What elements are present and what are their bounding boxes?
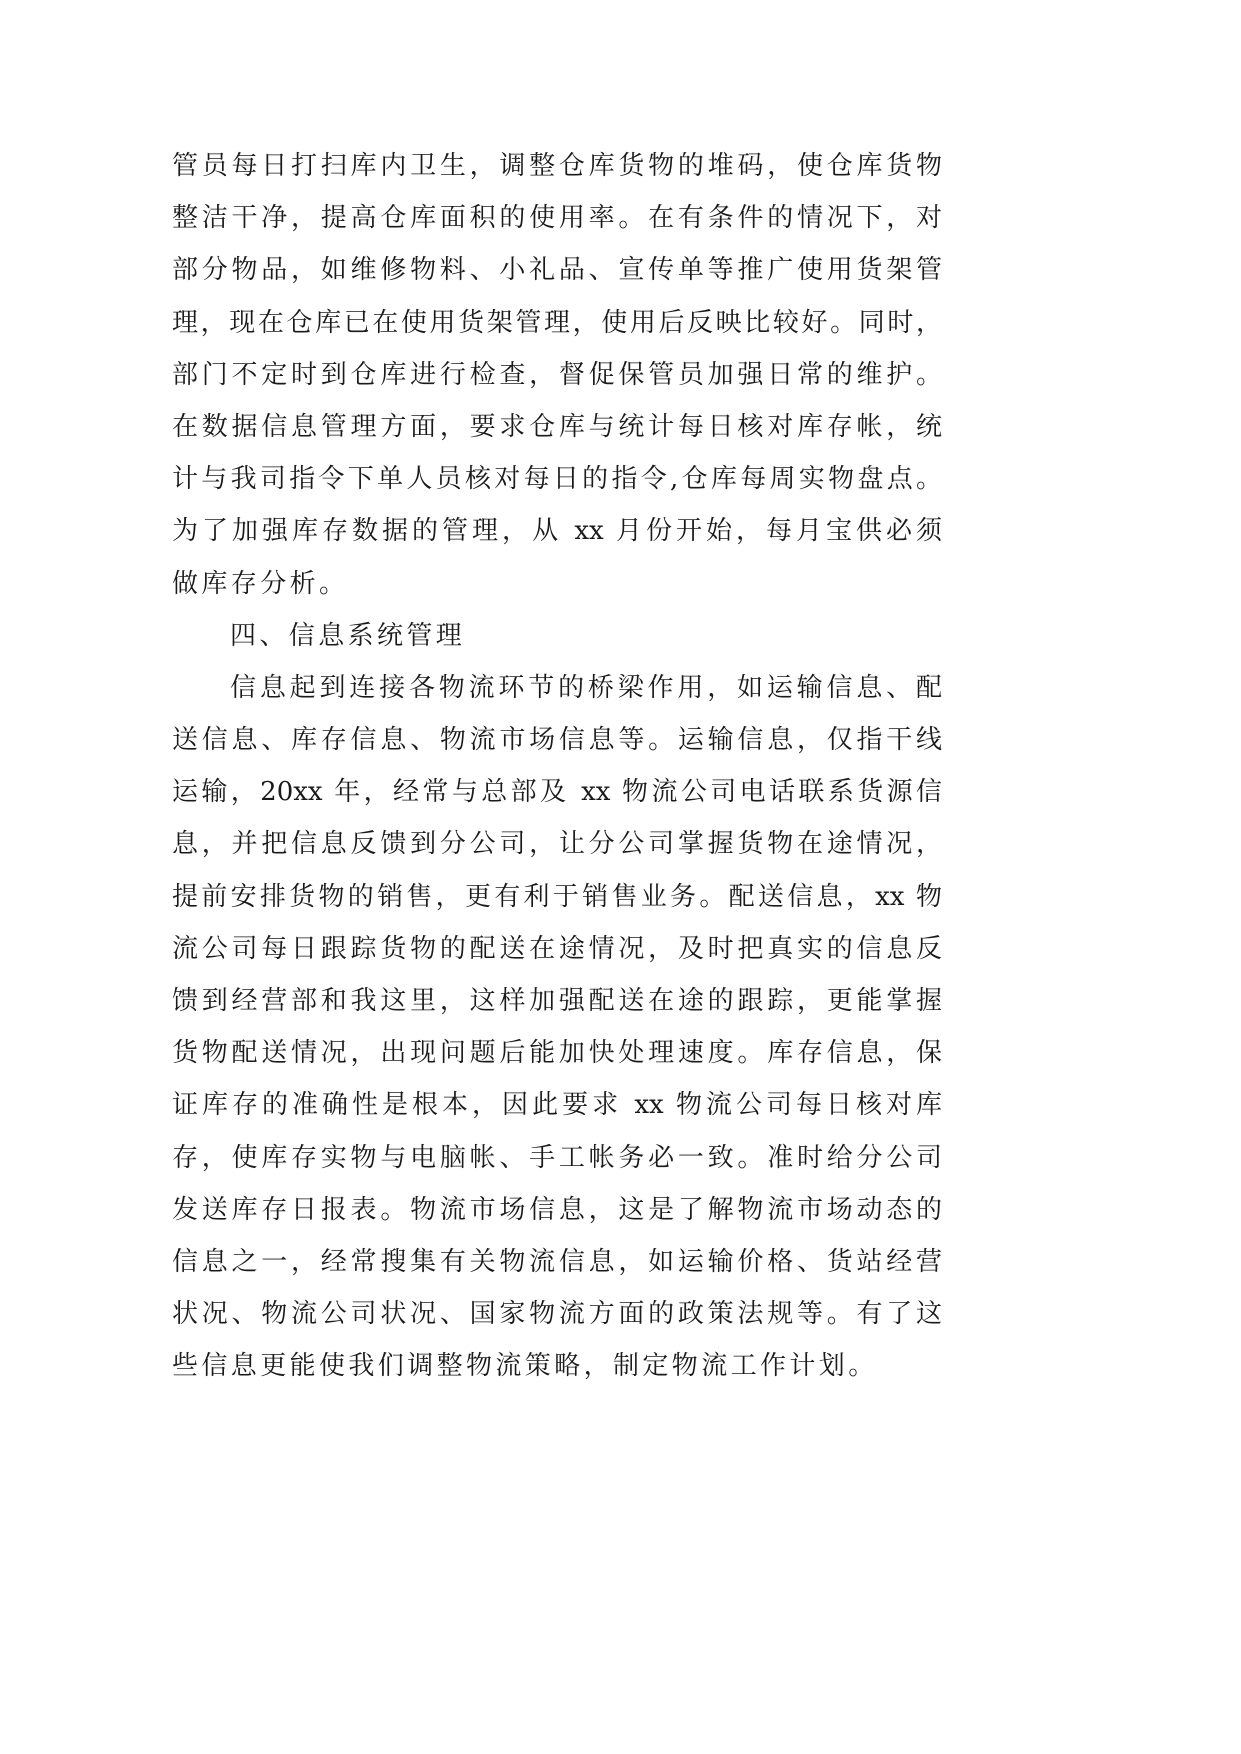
paragraph-information-system — [172, 668, 942, 1399]
text-line: 状况、物流公司状况、国家物流方面的政策法规等。有了这 — [172, 1299, 942, 1330]
text-line: 整洁干净，提高仓库面积的使用率。在有条件的情况下，对 — [172, 203, 942, 234]
text-line: 理，现在仓库已在使用货架管理，使用后反映比较好。同时， — [172, 307, 942, 338]
text-line: 信息之一，经常搜集有关物流信息，如运输价格、货站经营 — [172, 1246, 942, 1277]
text-line: 计与我司指令下单人员核对每日的指令,仓库每周实物盘点。 — [172, 464, 942, 495]
text-line: 发送库存日报表。物流市场信息，这是了解物流市场动态的 — [172, 1194, 942, 1225]
document-page — [172, 146, 942, 1399]
text-line: 些信息更能使我们调整物流策略，制定物流工作计划。 — [172, 1351, 878, 1382]
text-line: 流公司每日跟踪货物的配送在途情况，及时把真实的信息反 — [172, 933, 942, 964]
paragraph-warehouse-management — [172, 146, 942, 616]
text-line: 做库存分析。 — [172, 568, 349, 599]
text-line: 为了加强库存数据的管理，从 xx 月份开始，每月宝供必须 — [172, 516, 942, 547]
section-heading: 四、信息系统管理 — [230, 620, 466, 651]
text-line: 提前安排货物的销售，更有利于销售业务。配送信息，xx 物 — [172, 881, 942, 912]
text-line: 信息起到连接各物流环节的桥梁作用，如运输信息、配 — [230, 672, 942, 703]
text-line: 部分物品，如维修物料、小礼品、宣传单等推广使用货架管 — [172, 255, 942, 286]
text-line: 馈到经营部和我这里，这样加强配送在途的跟踪，更能掌握 — [172, 986, 942, 1016]
text-line: 息，并把信息反馈到分公司，让分公司掌握货物在途情况， — [172, 829, 942, 860]
text-line: 在数据信息管理方面，要求仓库与统计每日核对库存帐，统 — [172, 411, 942, 442]
text-line: 存，使库存实物与电脑帐、手工帐务必一致。准时给分公司 — [172, 1142, 942, 1173]
text-line: 管员每日打扫库内卫生，调整仓库货物的堆码，使仓库货物 — [172, 151, 942, 181]
text-line: 证库存的准确性是根本，因此要求 xx 物流公司每日核对库 — [172, 1090, 942, 1121]
text-line: 部门不定时到仓库进行检查，督促保管员加强日常的维护。 — [172, 359, 942, 390]
text-line: 送信息、库存信息、物流市场信息等。运输信息，仅指干线 — [172, 725, 942, 756]
text-line: 运输，20xx 年，经常与总部及 xx 物流公司电话联系货源信 — [172, 777, 942, 808]
text-line: 货物配送情况，出现问题后能加快处理速度。库存信息，保 — [172, 1038, 942, 1069]
